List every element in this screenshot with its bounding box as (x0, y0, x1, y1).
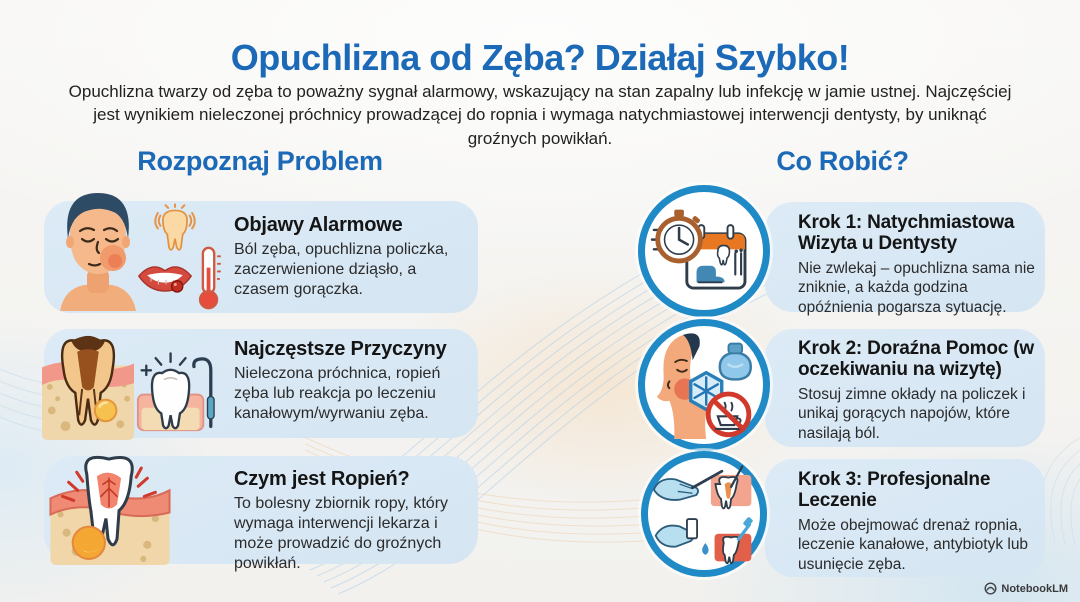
cold-compress-icon (650, 331, 759, 440)
step1-circle (638, 185, 770, 317)
card-text: To bolesny zbiornik ropy, który wymaga interwencji lekarza i może prowadzić do groźnych powikłań. (234, 495, 449, 573)
card-krok-2 (765, 329, 1045, 447)
card-title: Objawy Alarmowe (234, 214, 403, 236)
step-title: Krok 1: Natychmiastowa Wizyta u Dentysty (798, 212, 1015, 254)
decayed-tooth-icon (42, 332, 134, 440)
step2-circle (638, 319, 770, 451)
card-krok-3 (765, 459, 1045, 577)
healthy-tooth-probe-icon (136, 342, 222, 436)
stopwatch-calendar-icon (650, 197, 759, 306)
card-text: Nieleczona próchnica, ropień zęba lub reakcja po leczeniu kanałowym/wyrwaniu zęba. (234, 365, 441, 423)
notebooklm-logo-icon (984, 582, 997, 595)
page-title: Opuchlizna od Zęba? Działaj Szybko! (230, 37, 850, 79)
step-text: Nie zwlekaj – opuchlizna sama nie zniknie, a każda godzina opóźnienia pogarsza sytuację. (798, 259, 1035, 316)
card-title: Najczęstsze Przyczyny (234, 338, 447, 360)
step-title: Krok 3: Profesjonalne Leczenie (798, 469, 991, 511)
card-title: Czym jest Ropień? (234, 468, 410, 490)
card-czym-jest-ropien (44, 456, 478, 573)
lips-sore-icon (136, 257, 194, 297)
dental-treatment-icon (652, 462, 755, 565)
card-najczestsze-przyczyny (44, 329, 478, 438)
step3-circle (641, 451, 767, 577)
step-text: Stosuj zimne okłady na policzek i unikaj gorących napojów, które nasilają ból. (798, 385, 1026, 442)
tooth-pain-icon (151, 203, 199, 259)
card-text: Ból zęba, opuchlizna policzka, zaczerwienione dziąsło, a czasem gorączka. (234, 241, 449, 299)
watermark-label: NotebookLM (1001, 582, 1068, 595)
step-text: Może obejmować drenaż ropnia, leczenie kanałowe, antybiotyk lub usunięcie zęba. (798, 516, 1029, 573)
right-column-heading: Co Robić? (776, 146, 909, 176)
thermometer-icon (196, 245, 223, 311)
swollen-face-icon (52, 187, 144, 311)
watermark (984, 582, 1068, 595)
step-title: Krok 2: Doraźna Pomoc (w oczekiwaniu na wizytę) (798, 338, 1034, 380)
page-subtitle: Opuchlizna twarzy od zęba to poważny sygnał alarmowy, wskazujący na stan zapalny lub infekcję w jamie ustnej. Najczęściej jest wynikiem nieleczonej próchnicy prowadzącej do ropnia i wymaga natychmiastowej interwencji dentysty, by uniknąć groźnych powikłań. (68, 82, 1012, 148)
card-objawy-alarmowe (44, 201, 478, 313)
left-column-heading: Rozpoznaj Problem (137, 146, 383, 176)
card-krok-1 (765, 202, 1045, 316)
abscess-tooth-icon (46, 454, 174, 567)
